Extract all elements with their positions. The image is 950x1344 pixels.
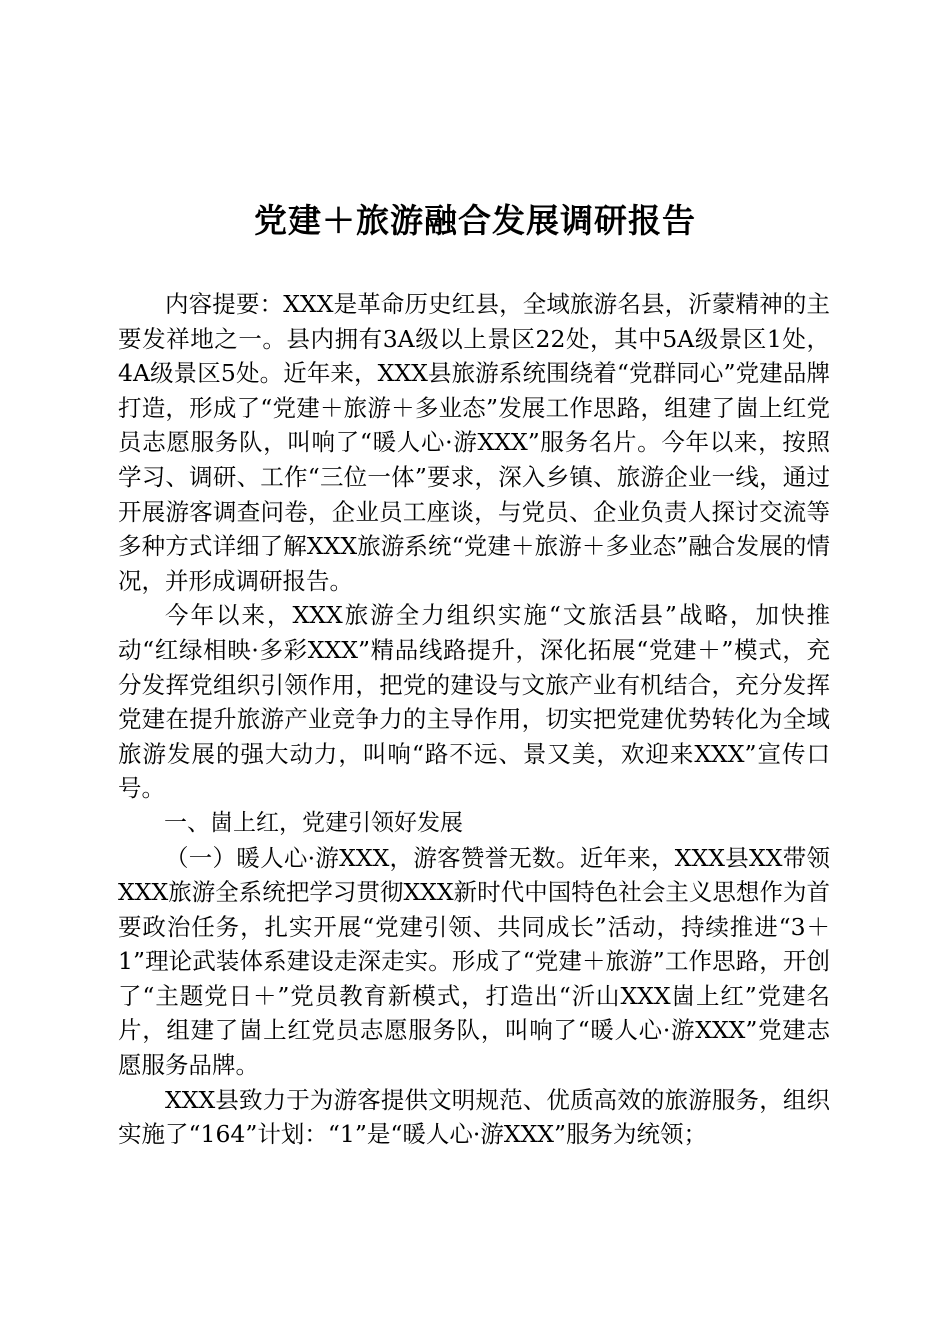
document-body [118,287,830,1152]
service-paragraph: XXX县致力于为游客提供文明规范、优质高效的旅游服务，组织实施了“164”计划：“1”是“暖人心·游XXX”服务为统领； [118,1085,830,1149]
intro-paragraph: 今年以来，XXX旅游全力组织实施“文旅活县”战略，加快推动“红绿相映·多彩XXX”精品线路提升，深化拓展“党建＋”模式，充分发挥党组织引领作用，把党的建设与文旅产业有机结合，充分发挥党建在提升旅游产业竞争力的主导作用，切实把党建优势转化为全域旅游发展的强大动力，叫响“路不远、景又美，欢迎来XXX”宣传口号。 [118,601,830,803]
document-title: 党建＋旅游融合发展调研报告 [254,201,696,240]
section-paragraph-text: 近年来，XXX县XX带领XXX旅游全系统把学习贯彻XXX新时代中国特色社会主义思想作为首要政治任务，扎实开展“党建引领、共同成长”活动，持续推进“3＋1”理论武装体系建设走深走实。形成了“党建＋旅游”工作思路，开创了“主题党日＋”党员教育新模式，打造出“沂山XXX崮上红”党建名片，组建了崮上红党员志愿服务队，叫响了“暖人心·游XXX”党建志愿服务品牌。 [118,843,830,1080]
section-paragraph [118,841,830,1083]
section-heading: 一、崮上红，党建引领好发展 [164,809,463,836]
sub-heading: （一）暖人心·游XXX，游客赞誉无数。 [165,843,580,872]
summary-paragraph: 内容提要：XXX是革命历史红县，全域旅游名县，沂蒙精神的主要发祥地之一。县内拥有3A级以上景区22处，其中5A级景区1处，4A级景区5处。近年来，XXX县旅游系统围绕着“党群同心”党建品牌打造，形成了“党建＋旅游＋多业态”发展工作思路，组建了崮上红党员志愿服务队，叫响了“暖人心·游XXX”服务名片。今年以来，按照学习、调研、工作“三位一体”要求，深入乡镇、旅游企业一线，通过开展游客调查问卷，企业员工座谈，与党员、企业负责人探讨交流等多种方式详细了解XXX旅游系统“党建＋旅游＋多业态”融合发展的情况，并形成调研报告。 [118,290,830,595]
